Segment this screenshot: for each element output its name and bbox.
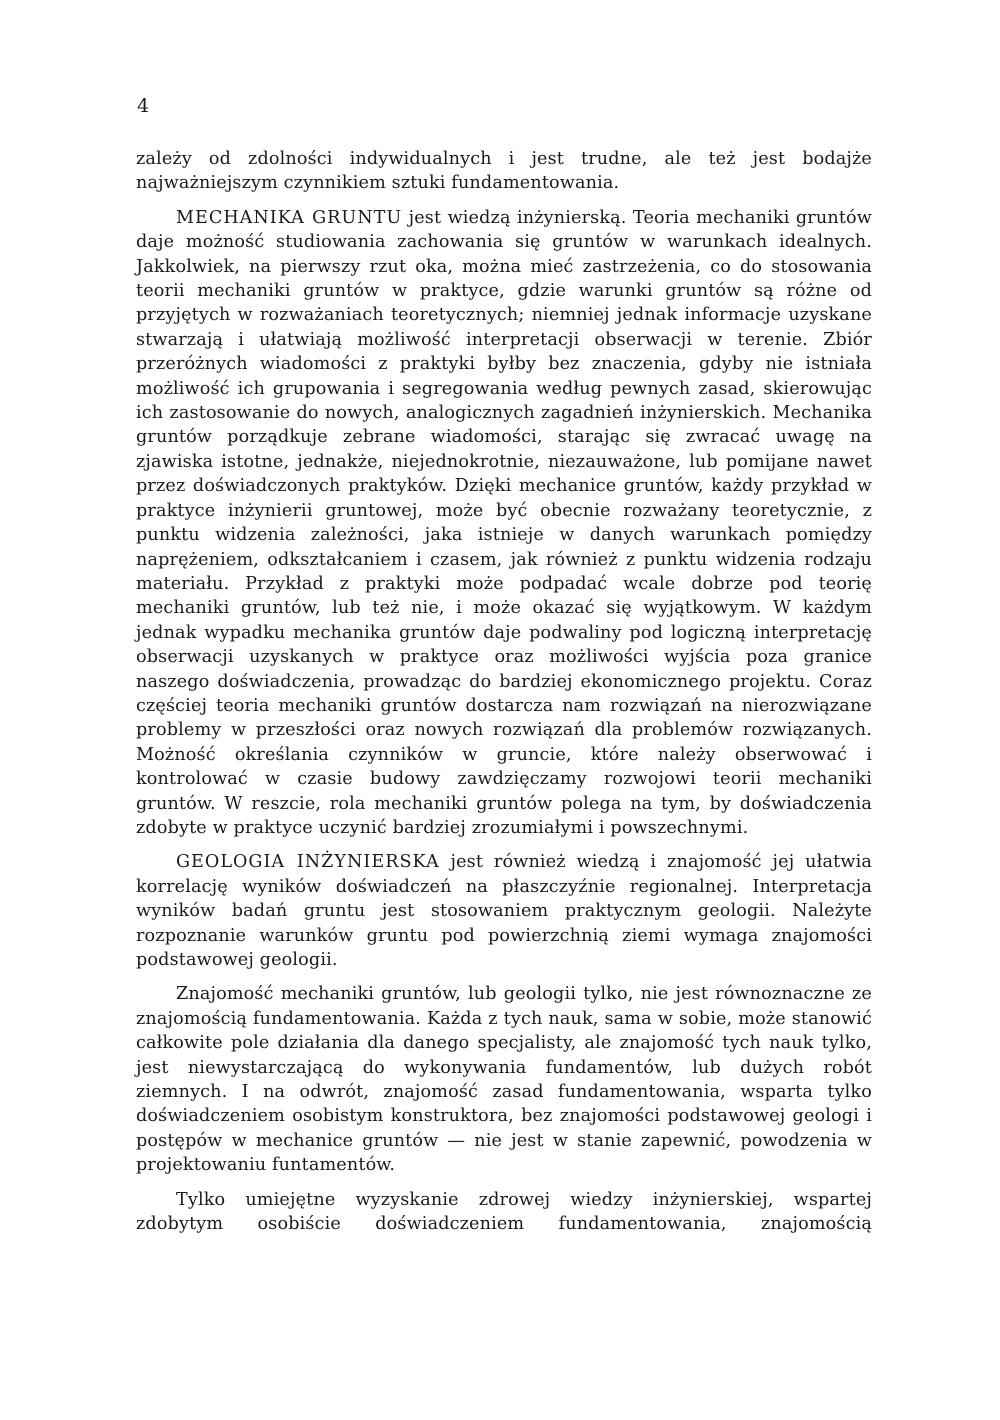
paragraph-text: jest wiedzą inżynierską. Teoria mechaniki gruntów daje możność studiowania zachowania się gruntów w warunkach idealnych. Jakkolwiek, na pierwszy rzut oka, można mieć zastrzeżenia, co do stosowania teorii mechaniki gruntów w praktyce, gdzie warunki gruntów są różne od przyjętych w rozważaniach teoretycznych; niemniej jednak informacje uzyskane stwarzają i ułatwiają możliwość interpretacji obserwacji w terenie. Zbiór przeróżnych wiadomości z praktyki byłby bez znaczenia, gdyby nie istniała możliwość ich grupowania i segregowania według pewnych zasad, skierowując ich zastosowanie do nowych, analogicznych zagadnień inżynierskich. Mechanika gruntów porządkuje zebrane wiadomości, starając się zwracać uwagę na zjawiska istotne, jednakże, niejednokrotnie, niezauważone, lub pomijane nawet przez doświadczonych praktyków. Dzięki mechanice gruntów, każdy przykład w praktyce inżynierii gruntowej, może być obecnie rozważany teoretycznie, z punktu widzenia zależności, jaka istnieje w danych warunkach pomiędzy naprężeniem, odkształcaniem i czasem, jak również z punktu widzenia rodzaju materiału. Przykład z praktyki może podpadać wcale dobrze pod teorię mechaniki gruntów, lub też nie, i może okazać się wyjątkowym. W każdym jednak wypadku mechanika gruntów daje podwaliny pod logiczną interpretację obserwacji uzyskanych w praktyce oraz możliwości wyjścia poza granice naszego doświadczenia, prowadząc do bardziej ekonomicznego projektu. Coraz częściej teoria mechaniki gruntów dostarcza nam rozwiązań na nierozwiązane problemy w przeszłości oraz nowych rozwiązań dla problemów rozwiązanych. Możność określania czynników w gruncie, które należy obserwować i kontrolować w czasie budowy zawdzięczamy rozwojowi teorii mechaniki gruntów. W reszcie, rola mechaniki gruntów polega na tym, by doświadczenia zdobyte w praktyce uczynić bardziej zrozumiałymi i powszechnymi. bbox=[136, 207, 872, 838]
paragraph-text: jest również wiedzą i znajomość jej ułatwia korrelację wyników doświadczeń na płaszczyźnie regionalnej. Interpretacja wyników badań gruntu jest stosowaniem praktycznym geologii. Należyte rozpoznanie warunków gruntu pod powierzchnią ziemi wymaga znajomości podstawowej geologii. bbox=[136, 852, 872, 970]
paragraph-engineering-geology bbox=[136, 850, 872, 972]
paragraph-final bbox=[136, 1188, 872, 1237]
section-lead-soil-mechanics: MECHANIKA GRUNTU bbox=[176, 207, 403, 228]
paragraph-knowledge bbox=[136, 982, 872, 1177]
section-lead-engineering-geology: GEOLOGIA INŻYNIERSKA bbox=[176, 852, 440, 873]
paragraph-text: Tylko umiejętne wyzyskanie zdrowej wiedzy inżynierskiej, wspartej zdobytym osobiście doświadczeniem fundamentowania, znajomością bbox=[136, 1189, 872, 1235]
paragraph-continuation bbox=[136, 147, 872, 196]
paragraph-soil-mechanics bbox=[136, 206, 872, 841]
page-number: 4 bbox=[137, 95, 150, 117]
paragraph-text: Znajomość mechaniki gruntów, lub geologii tylko, nie jest równoznaczne ze znajomością fundamentowania. Każda z tych nauk, sama w sobie, może stanowić całkowite pole działania dla danego specjalisty, ale znajomość tych nauk tylko, jest niewystarczającą do wykonywania fundamentów, lub dużych robót ziemnych. I na odwrót, znajomość zasad fundamentowania, wsparta tylko doświadczeniem osobistym konstruktora, bez znajomości podstawowej geologi i postępów w mechanice gruntów — nie jest w stanie zapewnić, powodzenia w projektowaniu funtamentów. bbox=[136, 984, 872, 1176]
body-text bbox=[136, 147, 872, 1236]
paragraph-text: zależy od zdolności indywidualnych i jest trudne, ale też jest bodajże najważniejszym czynnikiem sztuki fundamentowania. bbox=[136, 149, 872, 194]
